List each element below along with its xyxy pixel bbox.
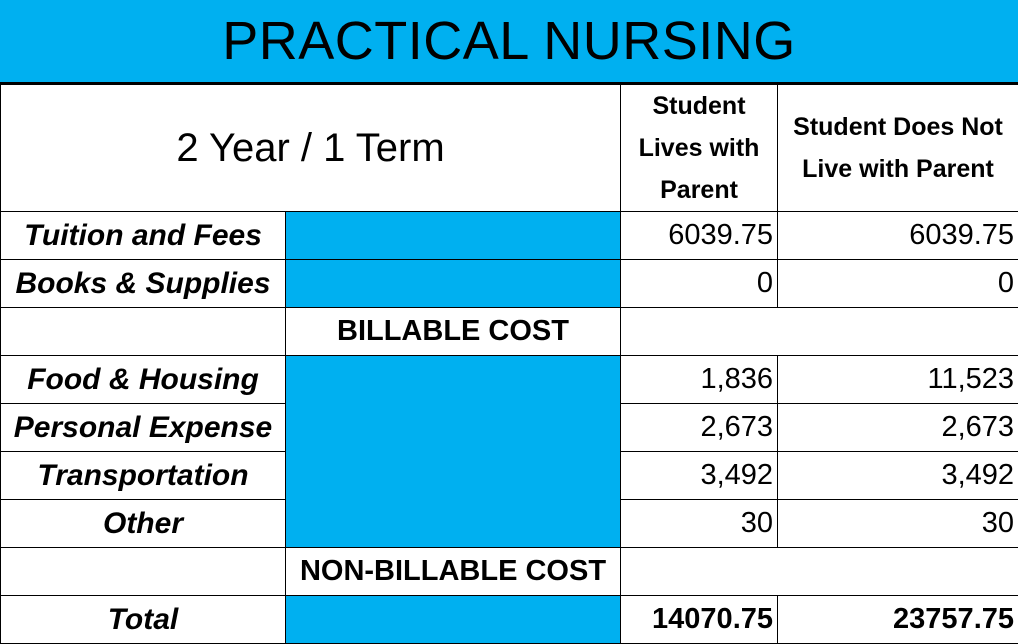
- row-label-personal: Personal Expense: [1, 404, 286, 452]
- tuition-without-parent: 6039.75: [778, 212, 1018, 260]
- header-row: [1, 85, 1018, 212]
- transport-without-parent: 3,492: [778, 452, 1018, 500]
- billable-cost-label: BILLABLE COST: [286, 308, 621, 356]
- table-row: [1, 356, 1018, 404]
- blue-fill-cell: [286, 596, 621, 644]
- personal-without-parent: 2,673: [778, 404, 1018, 452]
- title-banner: [0, 0, 1018, 84]
- row-label-total: Total: [1, 596, 286, 644]
- food-without-parent: 11,523: [778, 356, 1018, 404]
- header-lives-with-parent: Student Lives with Parent: [621, 85, 778, 212]
- header-not-live-with-parent: Student Does Not Live with Parent: [778, 85, 1018, 212]
- blue-fill-cell: [286, 260, 621, 308]
- table-row: [1, 212, 1018, 260]
- books-without-parent: 0: [778, 260, 1018, 308]
- tuition-with-parent: 6039.75: [621, 212, 778, 260]
- row-label-food: Food & Housing: [1, 356, 286, 404]
- empty-cell: [621, 548, 1018, 596]
- transport-with-parent: 3,492: [621, 452, 778, 500]
- blue-fill-cell: [286, 212, 621, 260]
- section-row: [1, 308, 1018, 356]
- other-with-parent: 30: [621, 500, 778, 548]
- section-row: [1, 548, 1018, 596]
- row-label-transport: Transportation: [1, 452, 286, 500]
- non-billable-cost-label: NON-BILLABLE COST: [286, 548, 621, 596]
- total-with-parent: 14070.75: [621, 596, 778, 644]
- empty-cell: [1, 548, 286, 596]
- blue-fill-cell: [286, 356, 621, 548]
- food-with-parent: 1,836: [621, 356, 778, 404]
- empty-cell: [621, 308, 1018, 356]
- other-without-parent: 30: [778, 500, 1018, 548]
- empty-cell: [1, 308, 286, 356]
- table-row: [1, 260, 1018, 308]
- personal-with-parent: 2,673: [621, 404, 778, 452]
- row-label-other: Other: [1, 500, 286, 548]
- books-with-parent: 0: [621, 260, 778, 308]
- page-title: PRACTICAL NURSING: [222, 14, 796, 68]
- cost-table: [0, 84, 1018, 644]
- row-label-books: Books & Supplies: [1, 260, 286, 308]
- total-without-parent: 23757.75: [778, 596, 1018, 644]
- program-length: 2 Year / 1 Term: [1, 85, 621, 212]
- total-row: [1, 596, 1018, 644]
- row-label-tuition: Tuition and Fees: [1, 212, 286, 260]
